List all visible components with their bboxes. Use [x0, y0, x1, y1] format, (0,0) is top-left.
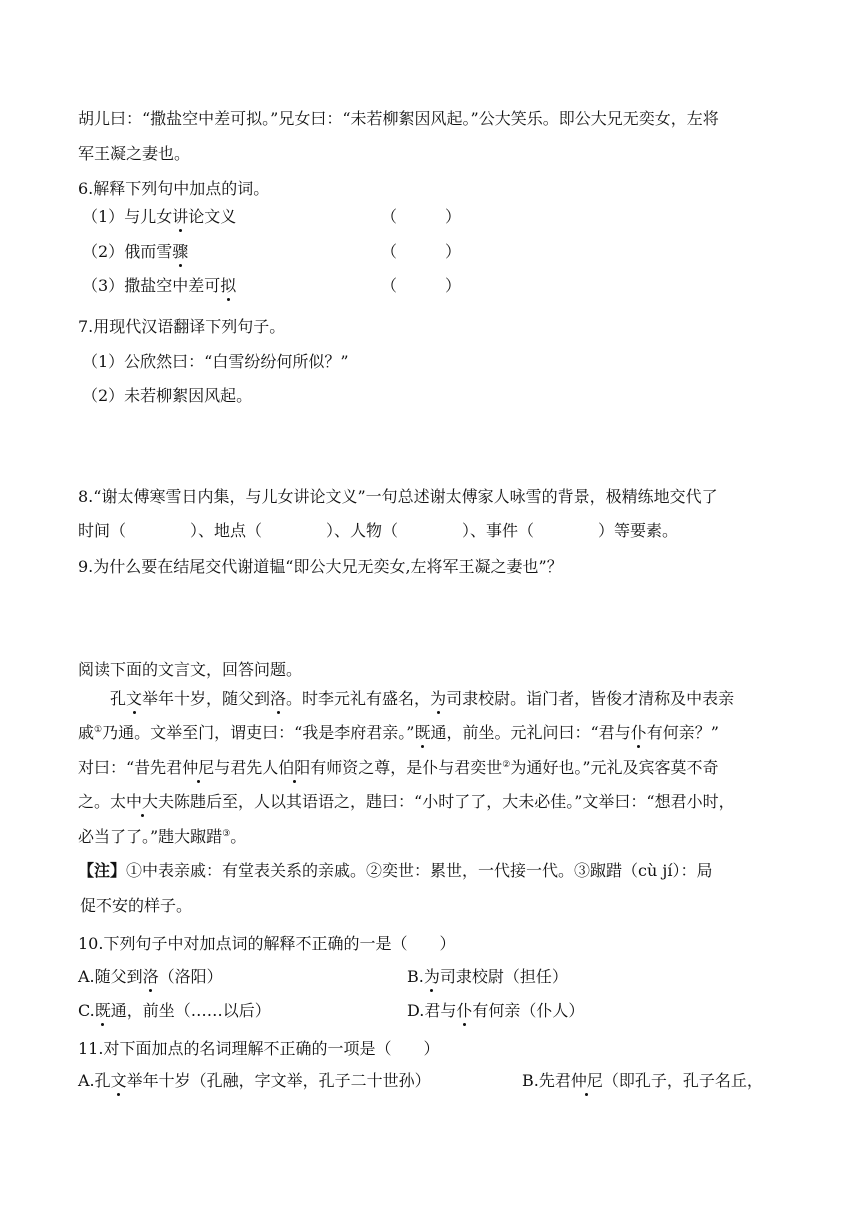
dotted-kong-wenju: 孔文举 — [110, 689, 159, 708]
dotted-wei: 为 — [430, 689, 447, 708]
passage-line-1 — [110, 689, 734, 709]
passage-text: 通，前坐。元礼问曰：“君与 — [430, 723, 631, 742]
option-text: 司隶校尉（担任） — [439, 967, 568, 986]
passage-line-2 — [78, 723, 719, 743]
option-text: A. — [78, 1071, 95, 1090]
q6-item-1-pre: 与儿女 — [124, 207, 173, 226]
q7-title: 7.用现代汉语翻译下列句子。 — [78, 317, 286, 336]
q10-option-a[interactable] — [78, 967, 223, 987]
passage-line-5 — [78, 827, 246, 847]
passage-text: 戚 — [78, 723, 95, 742]
passage-text: 年十岁，随父到 — [158, 689, 271, 708]
note-line-1 — [78, 861, 712, 881]
dotted-luo: 洛 — [270, 689, 287, 708]
passage-text: 对曰：“昔先君 — [78, 758, 183, 777]
option-text: 有何亲（仆人） — [472, 1001, 585, 1020]
q6-item-2 — [82, 242, 188, 262]
q10-c-dotted-word: 既 — [94, 1001, 111, 1020]
option-text: 通，前坐（……以后） — [110, 1001, 271, 1020]
q7-item-2: （2）未若柳絮因风起。 — [82, 386, 253, 405]
q6-item-3 — [82, 276, 236, 296]
note-label: 【注】 — [78, 861, 127, 880]
passage-text: 。 — [230, 827, 247, 846]
q6-item-3-pre: 撒盐空中差可 — [124, 276, 221, 295]
q10-option-c[interactable] — [78, 1001, 271, 1021]
note-text-1: ①中表亲戚：有堂表关系的亲戚。②奕世：累世，一代接一代。③踧踖（cù jí）：局 — [126, 861, 713, 880]
q6-item-2-num: （2） — [82, 242, 125, 261]
q11-b-dotted-word: 仲尼 — [570, 1071, 603, 1090]
dotted-boyang: 伯阳 — [278, 758, 311, 777]
passage-text: 陈韪后至，人以其语语之，韪曰：“小时了了，大未必佳。”文举曰：“想君小时， — [174, 792, 735, 811]
option-text: （洛阳） — [158, 967, 223, 986]
passage-intro: 阅读下面的文言文，回答问题。 — [78, 660, 303, 679]
option-text: A.随父到 — [78, 967, 143, 986]
dotted-taizhong-daifu: 太中大夫 — [110, 792, 175, 811]
q9-text: 9.为什么要在结尾交代谢道韫“即公大兄无奕女,左将军王凝之妻也”？ — [78, 557, 563, 576]
q11-option-a[interactable] — [78, 1071, 431, 1091]
footnote-ref-1: ① — [94, 725, 103, 735]
q6-item-2-answer-blank[interactable]: （ ） — [381, 242, 462, 261]
passage-text: 必当了了。”韪大踧踖 — [78, 827, 223, 846]
dotted-pu: 仆 — [630, 723, 647, 742]
dotted-zhongni: 仲尼 — [182, 758, 215, 777]
dotted-ji: 既 — [414, 723, 431, 742]
option-text: B. — [407, 967, 424, 986]
passage-text: 乃通。文举至门，谓吏曰：“我是李府君亲。” — [102, 723, 415, 742]
option-text: C. — [78, 1001, 95, 1020]
q10-b-dotted-word: 为 — [423, 967, 440, 986]
passage-text: 有师资之尊，是仆与君奕世 — [310, 758, 503, 777]
q6-item-3-dotted-word: 拟 — [220, 276, 237, 295]
story-end-line-1: 胡儿曰：“撒盐空中差可拟。”兄女曰：“未若柳絮因风起。”公大笑乐。即公大兄无奕女，左将 — [78, 109, 719, 128]
passage-line-4 — [78, 792, 735, 812]
q6-item-1-answer-blank[interactable]: （ ） — [381, 207, 462, 226]
q8-line-1: 8.“谢太傅寒雪日内集，与儿女讲论文义”一句总述谢太傅家人咏雪的背景，极精练地交代了 — [78, 487, 718, 506]
q10-title: 10.下列句子中对加点词的解释不正确的一是（ ） — [78, 934, 456, 953]
q10-option-d[interactable] — [407, 1001, 584, 1021]
q6-item-2-pre: 俄而雪 — [124, 242, 173, 261]
note-line-2: 促不安的样子。 — [80, 896, 193, 915]
q6-item-3-answer-blank[interactable]: （ ） — [381, 276, 462, 295]
q6-item-2-dotted-word: 骤 — [172, 242, 189, 261]
q10-option-b[interactable] — [407, 967, 568, 987]
q6-item-1-post: 论文义 — [188, 207, 237, 226]
option-text: 年十岁（孔融，字文举，孔子二十世孙） — [142, 1071, 431, 1090]
footnote-ref-2: ② — [502, 760, 511, 770]
q6-item-3-num: （3） — [82, 276, 125, 295]
passage-text: 为通好也。”元礼及宾客莫不奇 — [510, 758, 719, 777]
story-end-line-2: 军王凝之妻也。 — [78, 144, 191, 163]
q11-a-dotted-word: 孔文举 — [94, 1071, 143, 1090]
q11-title: 11.对下面加点的名词理解不正确的一项是（ ） — [78, 1039, 440, 1058]
passage-text: 与君先人 — [214, 758, 279, 777]
q6-title: 6.解释下列句中加点的词。 — [78, 179, 270, 198]
passage-text: 有何亲？” — [646, 723, 719, 742]
q6-item-1-num: （1） — [82, 207, 125, 226]
footnote-ref-3: ③ — [222, 829, 231, 839]
q8-line-2: 时间（ ）、地点（ ）、人物（ ）、事件（ ）等要素。 — [78, 521, 679, 540]
q6-item-1 — [82, 207, 236, 227]
passage-text: 司隶校尉。诣门者，皆俊才清称及中表亲 — [446, 689, 735, 708]
passage-line-3 — [78, 758, 719, 778]
q7-item-1: （1）公欣然曰：“白雪纷纷何所似？” — [82, 352, 349, 371]
q10-a-dotted-word: 洛 — [142, 967, 159, 986]
passage-text: 。时李元礼有盛名， — [286, 689, 431, 708]
passage-text: 之。 — [78, 792, 111, 811]
option-text: D.君与 — [407, 1001, 457, 1020]
option-text: （即孔子，孔子名丘， — [602, 1071, 763, 1090]
q11-option-b[interactable] — [522, 1071, 763, 1091]
option-text: B.先君 — [522, 1071, 571, 1090]
q10-d-dotted-word: 仆 — [456, 1001, 473, 1020]
q6-item-1-dotted-word: 讲 — [172, 207, 189, 226]
